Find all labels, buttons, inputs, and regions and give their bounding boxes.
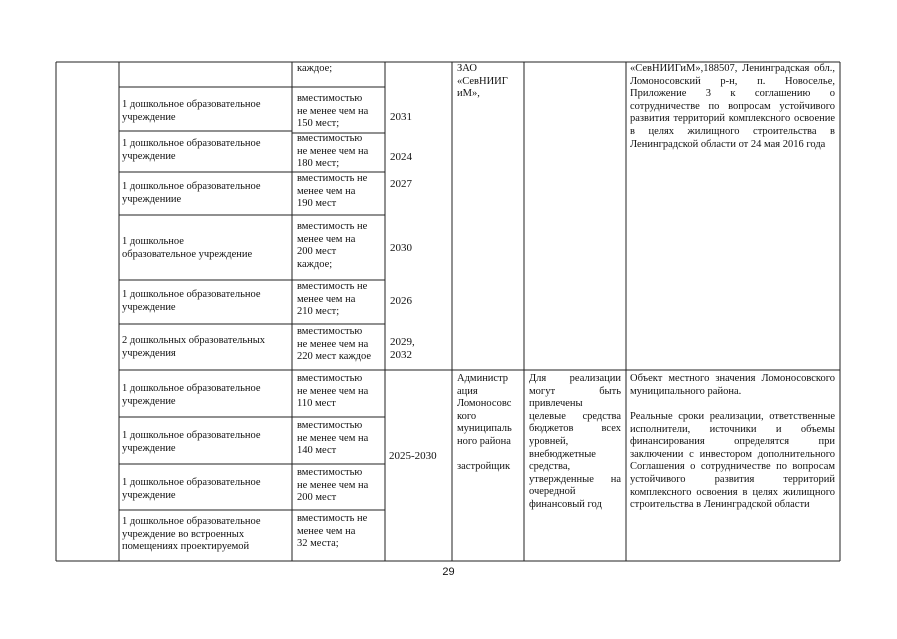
facility-name-cell: 1 дошкольное образовательное учреждение — [122, 138, 261, 162]
facility-name-cell: 1 дошкольное образовательное учреждение — [122, 430, 261, 454]
capacity-cell: вместимость не менее чем на 210 мест; — [297, 281, 368, 318]
facility-name-cell: 1 дошкольное образовательное учреждение — [122, 99, 261, 123]
capacity-cell: вместимостью не менее чем на 220 мест каждое — [297, 326, 372, 363]
year-cell: 2027 — [390, 178, 412, 190]
capacity-cell: вместимостью не менее чем на 180 мест; — [297, 133, 369, 170]
executor-cell: ЗАО «СевНИИГ иМ», — [457, 63, 508, 100]
year-cell: 2031 — [390, 111, 412, 123]
facility-name-cell: 1 дошкольное образовательное учреждение — [122, 477, 261, 501]
facility-name-cell: 1 дошкольное образовательное учреждение — [122, 236, 253, 260]
capacity-cell: вместимость не менее чем на 32 места; — [297, 513, 368, 550]
facility-name-cell: 1 дошкольное образовательное учреждение — [122, 289, 261, 313]
capacity-cell: вместимостью не менее чем на 140 мест — [297, 420, 369, 457]
year-cell: 2025-2030 — [389, 450, 437, 462]
funding-source-cell: Для реализации могут быть привлечены целевые средства бюджетов всех уровней, внебюджетные средства, утвержденные на очередной финансовый год — [529, 373, 621, 510]
facility-name-cell: 1 дошкольное образовательное учреждение — [122, 383, 261, 407]
facility-name-cell: 1 дошкольное образовательное учреждение во встроенных помещениях проектируемой — [122, 516, 261, 553]
executor-cell: Администр ация Ломоносовс кого муниципаль ного района застройщик — [457, 373, 512, 473]
page-number: 29 — [442, 566, 455, 578]
capacity-cell: вместимостью не менее чем на 110 мест — [297, 373, 369, 410]
year-cell: 2029, 2032 — [390, 336, 415, 361]
capacity-cell: вместимостью не менее чем на 150 мест; — [297, 93, 369, 130]
note-cell: Реальные сроки реализации, ответственные исполнители, источники и объемы финансирования определятся при заключении с инвестором дополнительного Соглашения о сотрудничестве по вопросам устойчивого развития территорий комплексного освоения в целях жилищного строительства в Ленинградской области — [630, 411, 835, 511]
facility-name-cell: 2 дошкольных образовательных учреждения — [122, 335, 266, 359]
capacity-cell: вместимостью не менее чем на 200 мест — [297, 467, 369, 504]
capacity-cell-tail: каждое; — [297, 63, 333, 74]
capacity-cell: вместимость не менее чем на 190 мест — [297, 173, 368, 210]
capacity-cell: вместимость не менее чем на 200 мест каждое; — [297, 221, 368, 270]
facility-name-cell: 1 дошкольное образовательное учреждениие — [122, 181, 261, 205]
note-cell: «СевНИИГиМ»,188507, Ленинградская обл., Ломоносовский р-н, п. Новоселье, Приложение 3 к соглашению о сотрудничестве по вопросам устойчивого развития территорий комплексного освоение в целях жилищного строительства в Ленинградской области от 24 мая 2016 года — [630, 63, 835, 150]
note-cell: Объект местного значения Ломоносовского муниципального района. — [630, 373, 835, 397]
year-cell: 2026 — [390, 295, 412, 307]
year-cell: 2030 — [390, 242, 412, 254]
year-cell: 2024 — [390, 151, 412, 163]
